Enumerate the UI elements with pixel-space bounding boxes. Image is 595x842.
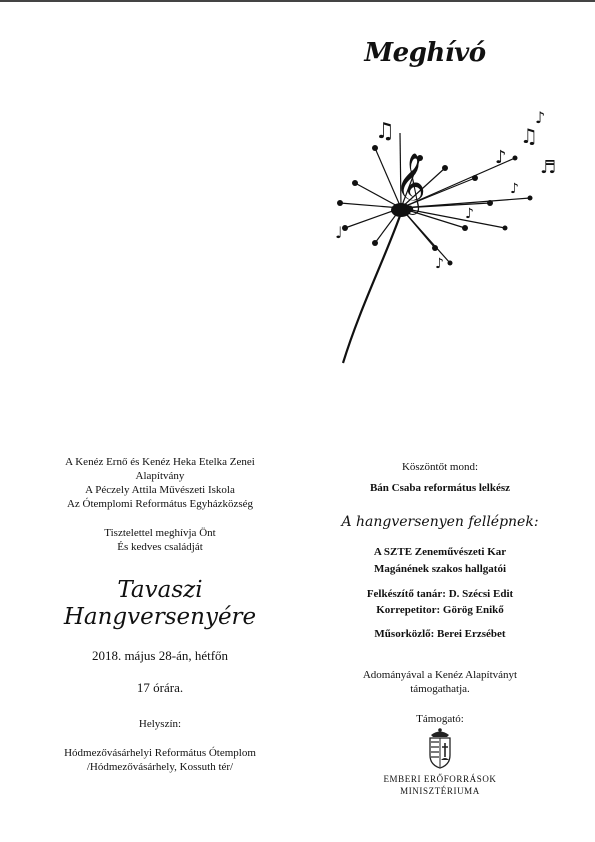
- greeting-label: Köszöntőt mond:: [401, 461, 479, 473]
- hungarian-coat-of-arms-icon: [423, 727, 457, 769]
- performers-heading: A hangversenyen fellépnek:: [341, 514, 539, 530]
- invite-line: Tisztelettel meghívja Önt: [104, 527, 216, 539]
- ministry-line: EMBERI ERŐFORRÁSOK: [383, 774, 497, 784]
- svg-text:♪: ♪: [510, 181, 519, 197]
- event-title-line2: Hangversenyére: [63, 604, 257, 630]
- organizer-line: Alapítvány: [135, 470, 185, 482]
- svg-text:♪: ♪: [435, 256, 444, 272]
- ministry-name: [330, 773, 550, 797]
- invite-line: És kedves családját: [117, 541, 203, 553]
- organizer-line: Az Ótemplomi Református Egyházközség: [66, 498, 254, 510]
- venue-name: Hódmezővásárhelyi Református Ótemplom: [64, 747, 256, 759]
- staff-block: [330, 587, 550, 617]
- performers-block: [330, 545, 550, 576]
- organizer-line: A Péczely Attila Művészeti Iskola: [85, 484, 235, 496]
- scan-top-edge: [0, 0, 595, 2]
- greeting-person: Bán Csaba református lelkész: [369, 482, 511, 494]
- performers-line: Magánének szakos hallgatói: [373, 563, 506, 575]
- svg-text:♪: ♪: [495, 147, 507, 168]
- donation-block: [330, 668, 550, 696]
- sponsor-label: Támogató:: [416, 713, 464, 725]
- accompanist-line: Korrepetitor: Görög Enikő: [376, 604, 504, 616]
- svg-text:𝄞: 𝄞: [395, 153, 426, 213]
- venue-block: [20, 746, 300, 774]
- event-title-line1: Tavaszi: [117, 577, 203, 603]
- donation-line: Adományával a Kenéz Alapítványt: [362, 669, 518, 681]
- event-date: 2018. május 28-án, hétfőn: [91, 648, 229, 663]
- organizers-block: [20, 455, 300, 511]
- event-title: [20, 577, 300, 631]
- event-time: 17 órára.: [136, 680, 184, 695]
- venue-address: /Hódmezővásárhely, Kossuth tér/: [86, 761, 234, 773]
- dandelion-music-notes-icon: [315, 108, 575, 368]
- invitation-title: Meghívó: [364, 38, 486, 68]
- organizer-line: A Kenéz Ernő és Kenéz Heka Etelka Zenei: [65, 456, 255, 468]
- donation-line: támogathatja.: [410, 683, 470, 695]
- svg-text:♩: ♩: [335, 223, 343, 242]
- host-line: Műsorközlő: Berei Erzsébet: [374, 628, 506, 640]
- invite-block: [20, 526, 300, 554]
- venue-label: Helyszín:: [138, 718, 182, 730]
- ministry-line: MINISZTÉRIUMA: [400, 786, 480, 796]
- svg-text:♬: ♬: [540, 157, 557, 178]
- svg-text:♫: ♫: [520, 124, 538, 148]
- performers-line: A SZTE Zeneművészeti Kar: [373, 546, 507, 558]
- teacher-line: Felkészítő tanár: D. Szécsi Edit: [366, 588, 514, 600]
- svg-text:♫: ♫: [375, 119, 395, 144]
- svg-text:♪: ♪: [535, 108, 546, 127]
- svg-text:♪: ♪: [465, 206, 474, 222]
